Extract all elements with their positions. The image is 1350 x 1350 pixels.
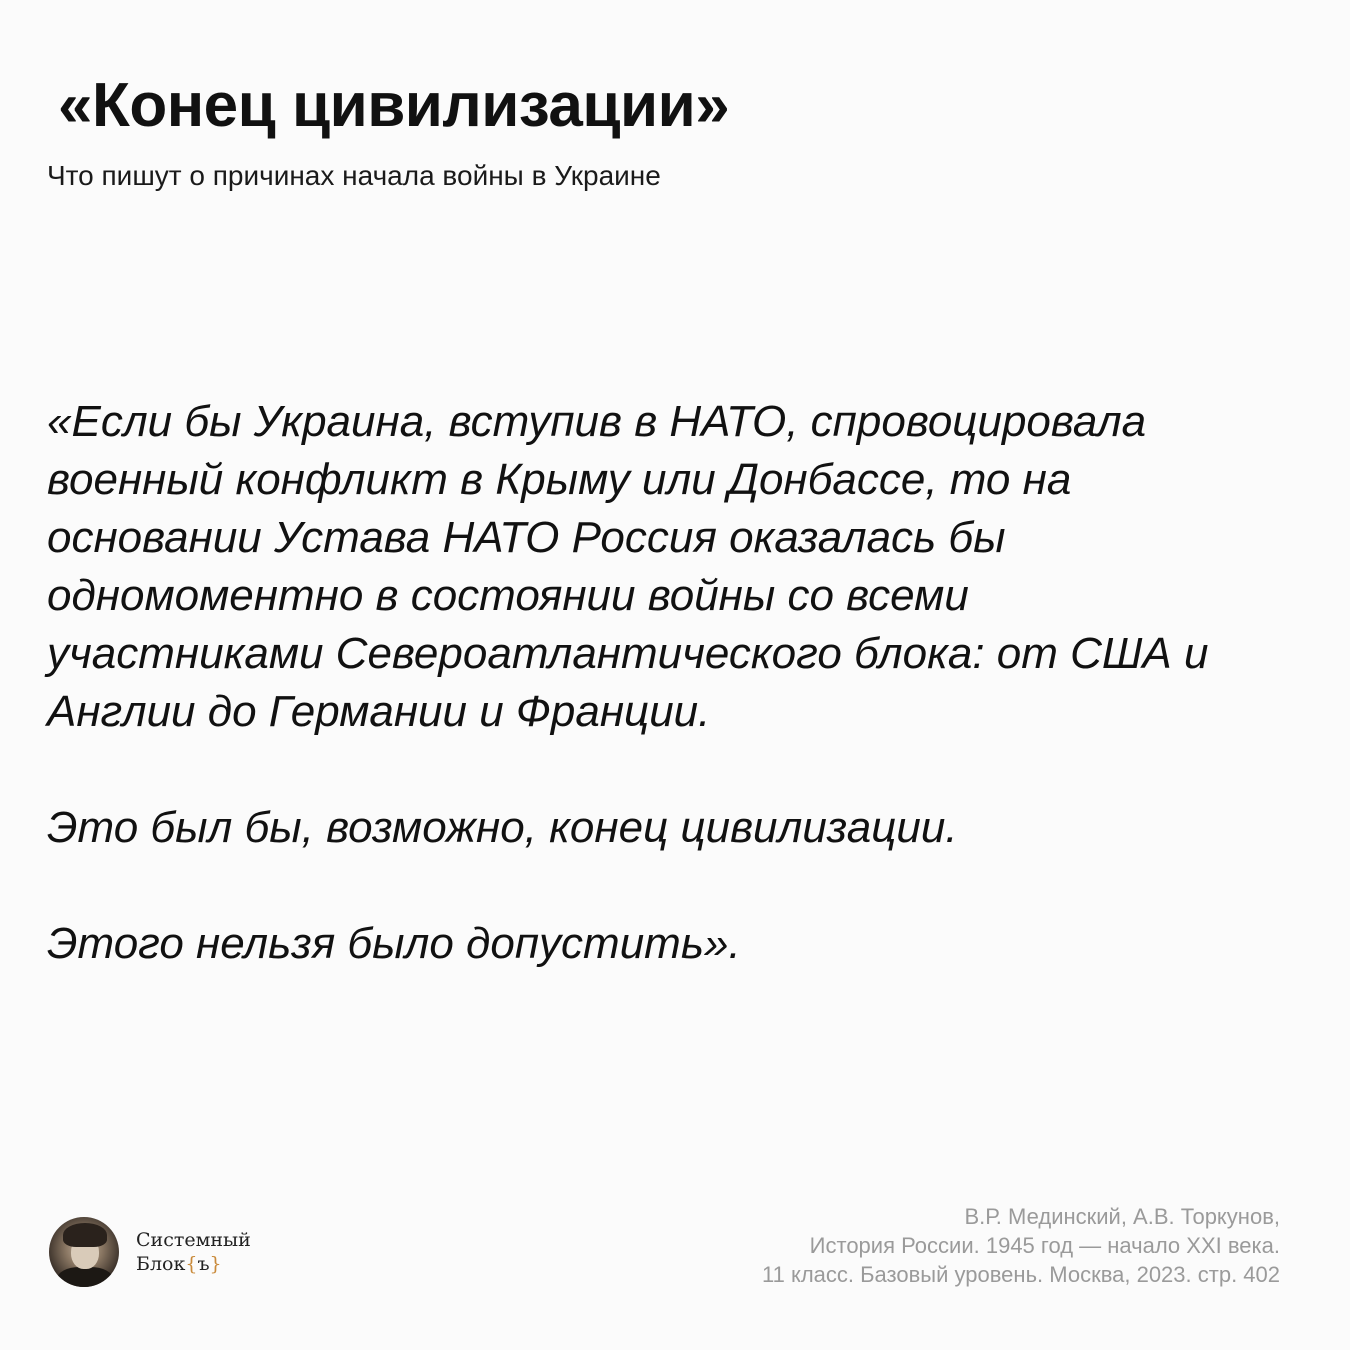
quote-paragraph-3 [47, 915, 1297, 973]
portrait-avatar-icon [49, 1217, 119, 1287]
quote-line: «Если бы Украина, вступив в НАТО, спровоцировала [47, 397, 1147, 446]
credit-line-1: В.Р. Мединский, А.В. Торкунов, [964, 1204, 1280, 1229]
quote-line: Англии до Германии и Франции. [47, 687, 711, 736]
brand-name [136, 1228, 251, 1276]
quote-line: одномоментно в состоянии войны со всеми [47, 571, 969, 620]
brace-open: { [185, 1253, 198, 1275]
quote-paragraph-1 [47, 393, 1297, 741]
brand-letter: ъ [197, 1253, 210, 1275]
quote-line: Этого нельзя было допустить». [47, 919, 741, 968]
quote-line: Это был бы, возможно, конец цивилизации. [47, 803, 958, 852]
credit-line-3: 11 класс. Базовый уровень. Москва, 2023. стр. 402 [762, 1262, 1280, 1287]
page-title: «Конец цивилизации» [58, 71, 730, 140]
quote-line: участниками Североатлантического блока: от США и [47, 629, 1209, 678]
source-credit [762, 1202, 1280, 1289]
brand-name-line-2: Блок{ъ} [136, 1253, 222, 1275]
brace-close: } [209, 1253, 222, 1275]
quote-block [47, 393, 1297, 1031]
quote-line: основании Устава НАТО Россия оказалась бы [47, 513, 1006, 562]
brand-logo [49, 1217, 251, 1287]
credit-line-2: История России. 1945 год — начало XXI века. [809, 1233, 1280, 1258]
quote-line: военный конфликт в Крыму или Донбассе, то на [47, 455, 1072, 504]
quote-paragraph-2 [47, 799, 1297, 857]
page-subtitle: Что пишут о причинах начала войны в Украине [47, 160, 661, 191]
brand-name-line-1: Системный [136, 1229, 251, 1251]
